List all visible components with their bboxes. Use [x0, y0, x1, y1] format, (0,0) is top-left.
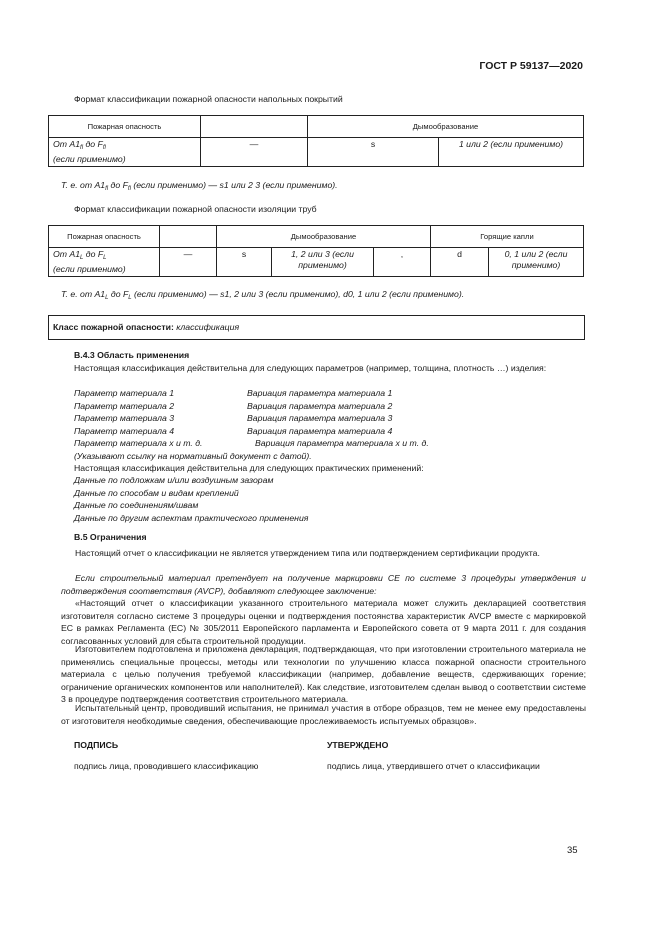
table-cell: ,	[374, 248, 431, 277]
table-header: Дымообразование	[217, 226, 431, 248]
table-header: Дымообразование	[308, 116, 584, 138]
table-cell: —	[201, 138, 308, 167]
section-title-b5: В.5 Ограничения	[74, 532, 147, 542]
floor-classification-table	[48, 115, 584, 167]
pipe-note: Т. е. от $A1_L$ до $F_L$ (если применимо) — s1, 2 или 3 (если применимо), d0, 1 или 2 (если применимо).	[61, 289, 465, 301]
section-title-b43: В.4.3 Область применения	[74, 350, 190, 360]
apps-intro: Настоящая классификация действительна для следующих практических применений:	[74, 463, 424, 473]
list-item: Данные по соединениям/швам	[74, 500, 199, 511]
table-cell: d	[431, 248, 489, 277]
doc-code: ГОСТ Р 59137—2020	[479, 60, 583, 72]
table-header-empty	[201, 116, 308, 138]
paragraph: Настоящая классификация действительна для следующих параметров (например, толщина, плотность …) изделия:	[74, 363, 547, 373]
class-box-value: классификация	[176, 322, 240, 332]
paragraph: Испытательный центр, проводивший испытания, не принимал участия в отборе образцов, тем не менее ему предоставлены от изготовителя необходимые сведения, обеспечивающие прослеживаемость испытуемых образцов».	[61, 703, 586, 726]
apps-list	[74, 474, 308, 524]
table-cell: От $A1_{fl}$ до $F_{fl}$ (если применимо)	[49, 138, 201, 167]
table-header: Горящие капли	[431, 226, 584, 248]
param-row: Параметр материала 1 Вариация параметра материала 1	[74, 388, 393, 398]
paragraph: Если строительный материал претендует на получение маркировки СЕ по системе 3 процедуры утверждения и подтверждения соответствия (AVCP), добавляют следующее заключение:	[61, 573, 586, 596]
param-row: Параметр материала 4 Вариация параметра материала 4	[74, 425, 393, 436]
signature-right-title: УТВЕРЖДЕНО	[327, 740, 389, 750]
signature-left-text: подпись лица, проводившего классификацию	[74, 761, 259, 771]
table-cell: 1 или 2 (если применимо)	[439, 138, 584, 167]
table-header: Пожарная опасность	[49, 116, 201, 138]
table-cell: —	[160, 248, 217, 277]
table-cell: 0, 1 или 2 (если применимо)	[489, 248, 584, 277]
table-cell: От $A1_L$ до $F_L$ (если применимо)	[49, 248, 160, 277]
table-header: Пожарная опасность	[49, 226, 160, 248]
paragraph: Настоящий отчет о классификации не является утверждением типа или подтверждением сертификации продукта.	[75, 548, 540, 558]
signature-right-text: подпись лица, утвердившего отчет о классификации	[327, 761, 540, 771]
pipe-table-caption: Формат классификации пожарной опасности изоляции труб	[74, 204, 317, 214]
class-box-label: Класс пожарной опасности:	[53, 322, 174, 332]
list-item: Данные по подложкам и/или воздушным зазорам	[74, 475, 274, 485]
param-row: Параметр материала 2 Вариация параметра материала 2	[74, 400, 393, 411]
pipe-classification-table	[48, 225, 584, 277]
floor-table-caption: Формат классификации пожарной опасности напольных покрытий	[74, 94, 343, 104]
table-header-empty	[160, 226, 217, 248]
table-cell: 1, 2 или 3 (если применимо)	[272, 248, 374, 277]
paragraph: «Настоящий отчет о классификации указанного строительного материала может служить декларацией соответствия изготовителя согласно системе 3 процедуры оценки и подтверждения постоянства характеристик AVCP вместе с маркировкой ЕС в рамках Регламента (ЕС) № 305/2011 Европейского парламента и Европейского совета от 9 марта 2011 г. для создания согласованных условий для сбыта строительной продукции.	[61, 598, 586, 646]
floor-note: Т. е. от $A1_{fl}$ до $F_{fl}$ (если применимо) — s1 или 2 3 (если применимо).	[61, 180, 338, 192]
table-cell: s	[308, 138, 439, 167]
param-row: Параметр материала 3 Вариация параметра материала 3	[74, 413, 393, 424]
reference-note: (Указывают ссылку на нормативный документ с датой).	[74, 450, 312, 461]
list-item: Данные по способам и видам креплений	[74, 487, 239, 498]
table-cell: s	[217, 248, 272, 277]
list-item: Данные по другим аспектам практического применения	[74, 512, 309, 523]
signature-left-title: ПОДПИСЬ	[74, 740, 119, 750]
paragraph: Изготовителем подготовлена и приложена декларация, подтверждающая, что при изготовлении строительного материала не применялись специальные процессы, методы или технологии по улучшению класса пожарной опасности строительного материала с целью получения требуемой классификации (например, добавление веществ, сдерживающих горение; ограничение органических компонентов или наполнителей). Как следствие, изготовителем сделан вывод о соответствии системе 3 в процедуре подтверждения соответствия строительного материала.	[61, 644, 586, 705]
class-box	[48, 315, 585, 340]
param-row: Параметр материала х и т. д. Вариация параметра материала х и т. д.	[74, 438, 429, 449]
param-list	[74, 387, 494, 463]
page-number: 35	[567, 845, 578, 856]
